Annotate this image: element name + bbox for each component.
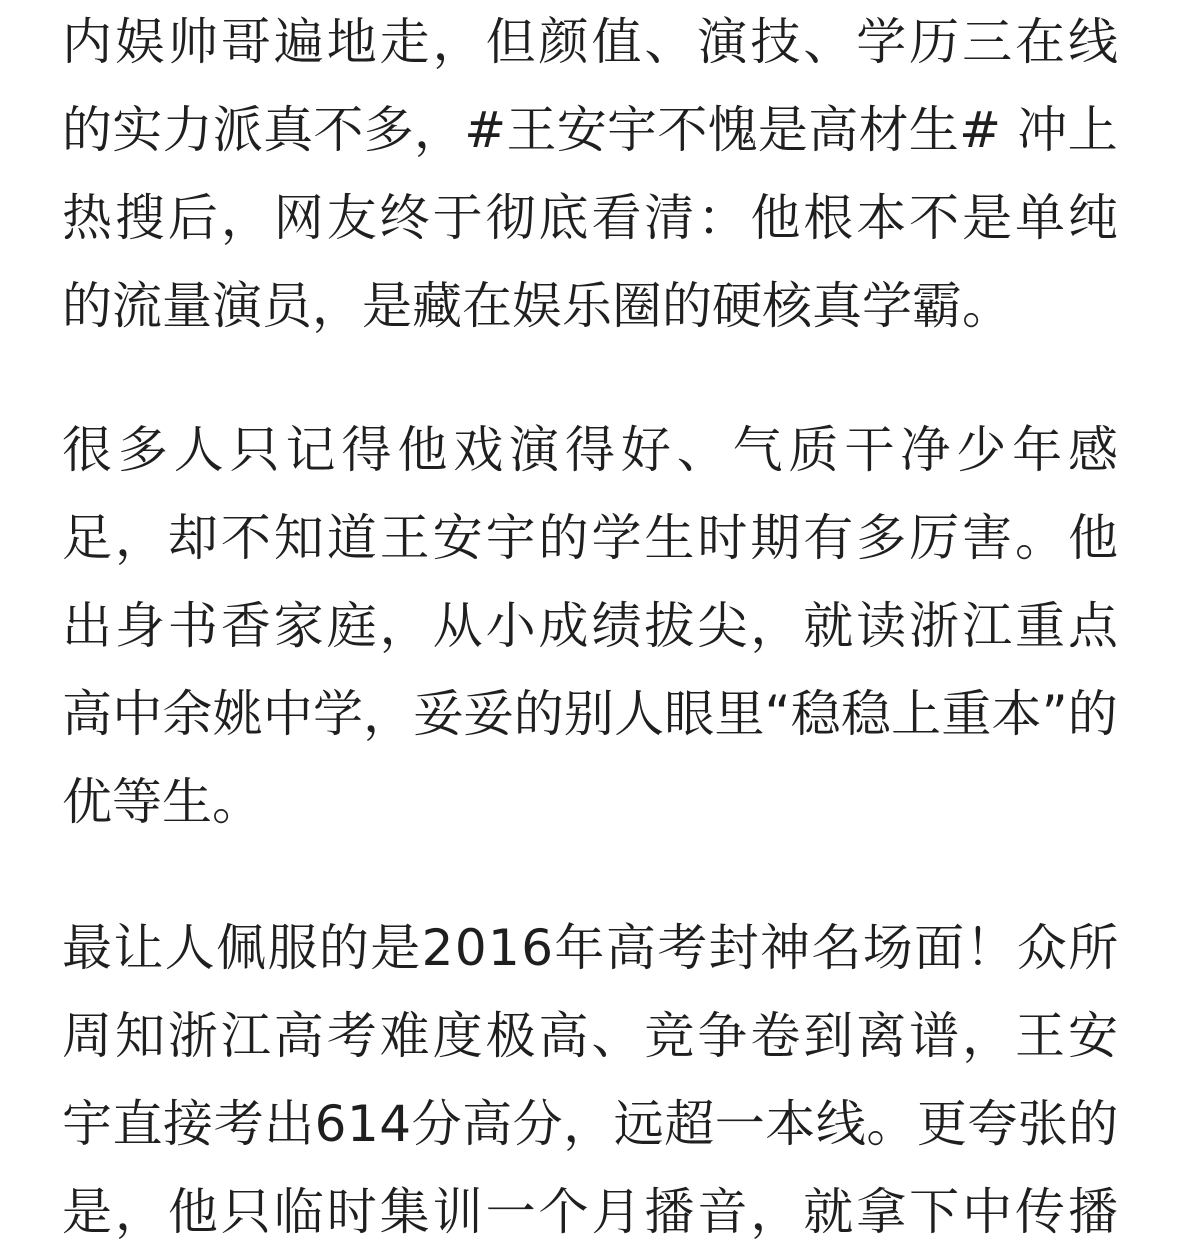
text-line: 最让人佩服的是2016年高考封神名场面！众所	[62, 919, 1120, 977]
text-line: 的实力派真不多，#王安宇不愧是高材生# 冲上	[62, 101, 1118, 159]
text-line: 的流量演员，是藏在娱乐圈的硬核真学霸。	[62, 277, 1012, 335]
text-line: 周知浙江高考难度极高、竞争卷到离谱，王安	[62, 1007, 1121, 1065]
text-line: 高中余姚中学，妥妥的别人眼里“稳稳上重本”的	[62, 685, 1118, 743]
text-line: 内娱帅哥遍地走，但颜值、演技、学历三在线	[62, 13, 1121, 71]
text-line: 优等生。	[62, 773, 262, 831]
paragraph-gaokao	[62, 904, 1121, 1256]
text-line: 足，却不知道王安宇的学生时期有多厉害。他	[62, 509, 1121, 567]
text-line: 是，他只临时集训一个月播音，就拿下中传播	[62, 1183, 1121, 1241]
paragraph-school-background	[62, 406, 1124, 846]
text-line: 出身书香家庭，从小成绩拔尖，就读浙江重点	[62, 597, 1121, 655]
text-line: 热搜后，网友终于彻底看清：他根本不是单纯	[62, 189, 1121, 247]
paragraph-intro	[62, 0, 1121, 350]
text-line: 很多人只记得他戏演得好、气质干净少年感	[62, 421, 1124, 479]
text-line: 宇直接考出614分高分，远超一本线。更夸张的	[62, 1095, 1119, 1153]
